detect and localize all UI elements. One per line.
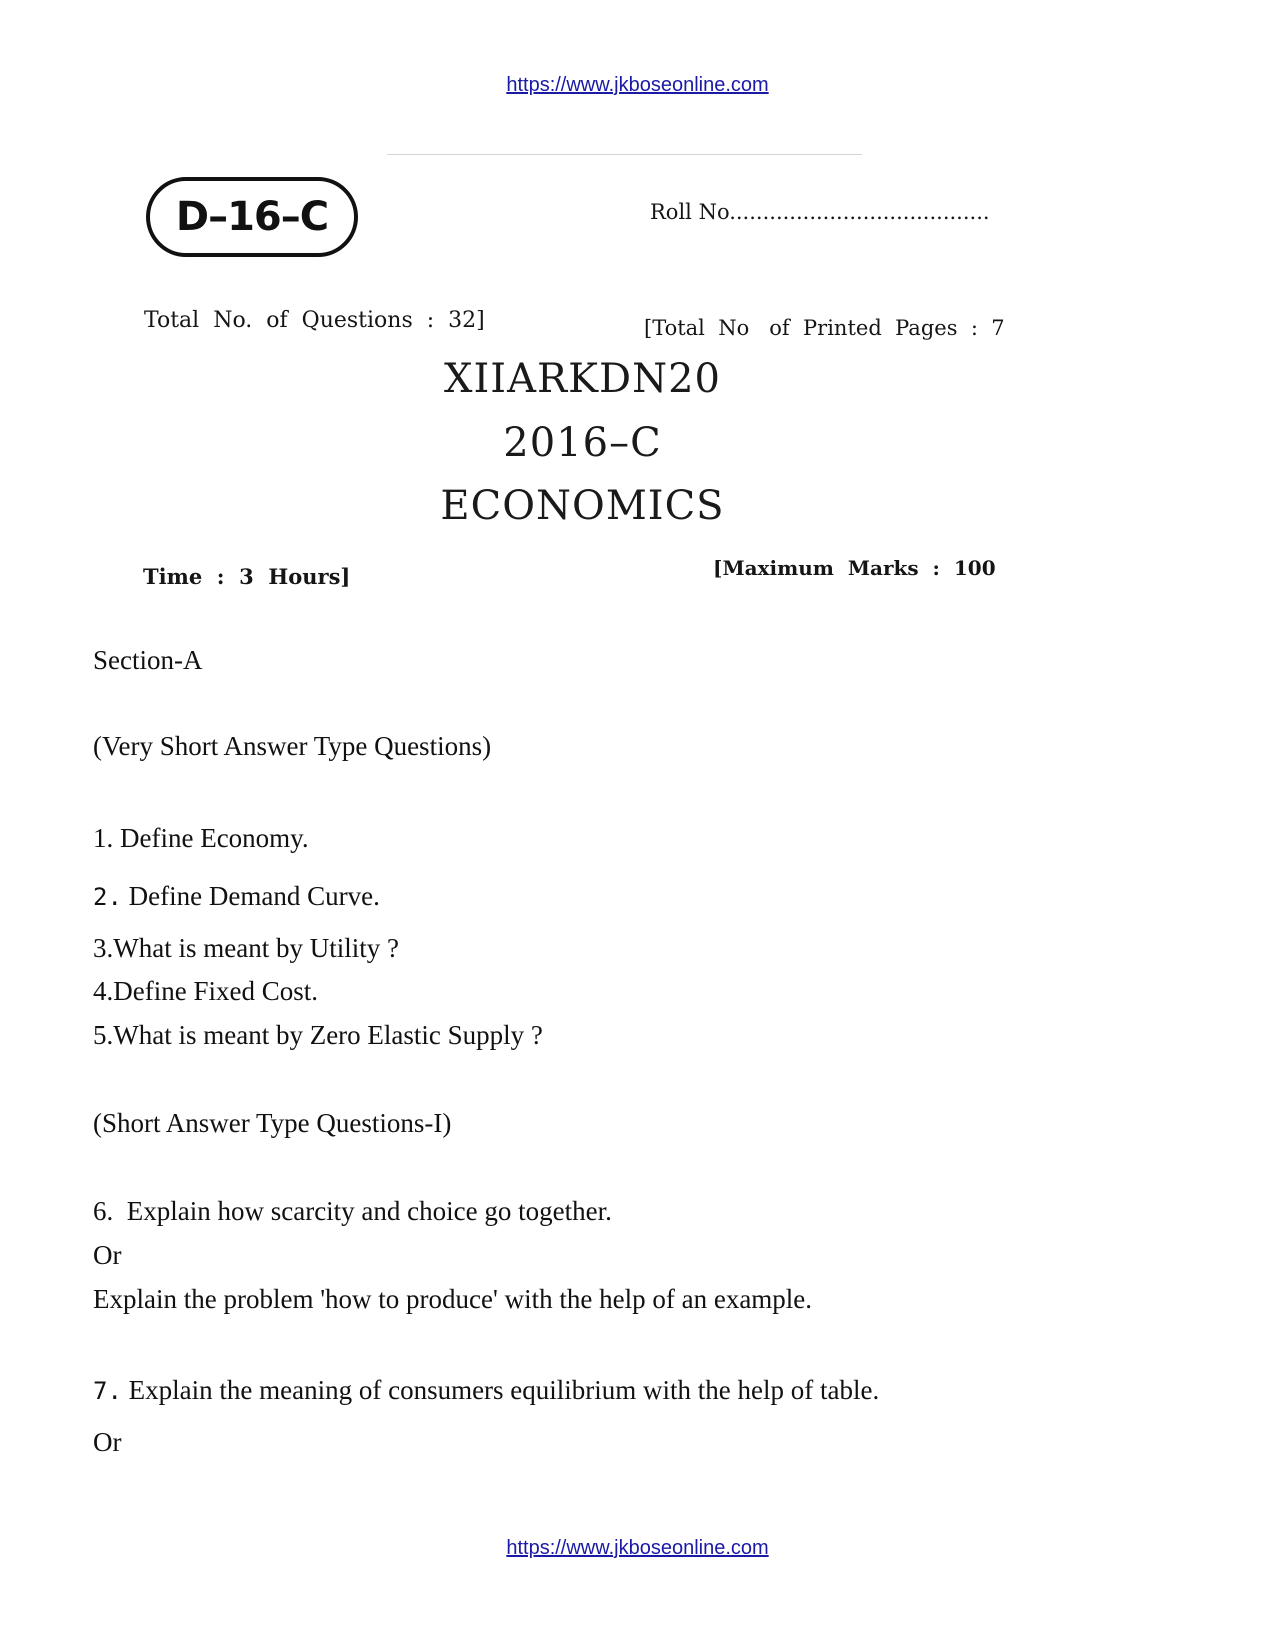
subject-title: ECONOMICS [440, 483, 725, 529]
printed-pages: [Total No of Printed Pages : 7 [644, 316, 1005, 340]
question-number: 1. [93, 823, 114, 853]
question-number: 4. [93, 976, 114, 1006]
question-number: 7. [93, 1377, 122, 1405]
footer-link[interactable]: https://www.jkboseonline.com [506, 1537, 769, 1559]
question-5 [93, 1020, 543, 1051]
question-text: Define Economy. [113, 823, 309, 853]
question-6-alternative: Explain the problem 'how to produce' with the help of an example. [93, 1284, 813, 1314]
question-text: Explain the meaning of consumers equilibrium with the help of table. [121, 1375, 880, 1405]
header-link[interactable]: https://www.jkboseonline.com [506, 74, 769, 96]
question-3 [93, 933, 399, 964]
question-number: 2. [93, 883, 122, 911]
question-number: 5. [93, 1020, 114, 1050]
roll-number-field: Roll No....................................... [650, 200, 990, 224]
question-6: 6. Explain how scarcity and choice go together. [93, 1196, 612, 1226]
paper-id: XIIARKDN20 [444, 356, 721, 402]
question-text: What is meant by Zero Elastic Supply ? [113, 1020, 543, 1050]
scan-line [387, 154, 862, 155]
paper-code-badge [146, 177, 358, 257]
or-separator: Or [93, 1427, 122, 1457]
or-separator: Or [93, 1240, 122, 1270]
question-4 [93, 976, 318, 1007]
very-short-heading: (Very Short Answer Type Questions) [93, 731, 492, 761]
question-number: 3. [93, 933, 114, 963]
maximum-marks: [Maximum Marks : 100 [713, 556, 996, 580]
short-answer-heading: (Short Answer Type Questions-I) [93, 1108, 452, 1138]
question-1 [93, 823, 309, 854]
paper-code: D–16–C [175, 194, 329, 240]
total-questions: Total No. of Questions : 32] [144, 308, 485, 333]
question-text: Define Fixed Cost. [113, 976, 318, 1006]
question-7 [93, 1375, 879, 1406]
time-allowed: Time : 3 Hours] [143, 564, 351, 589]
question-2 [93, 881, 380, 912]
year-code: 2016–C [503, 420, 662, 466]
question-text: What is meant by Utility ? [113, 933, 399, 963]
question-text: Define Demand Curve. [121, 881, 380, 911]
section-heading: Section-A [93, 645, 203, 675]
